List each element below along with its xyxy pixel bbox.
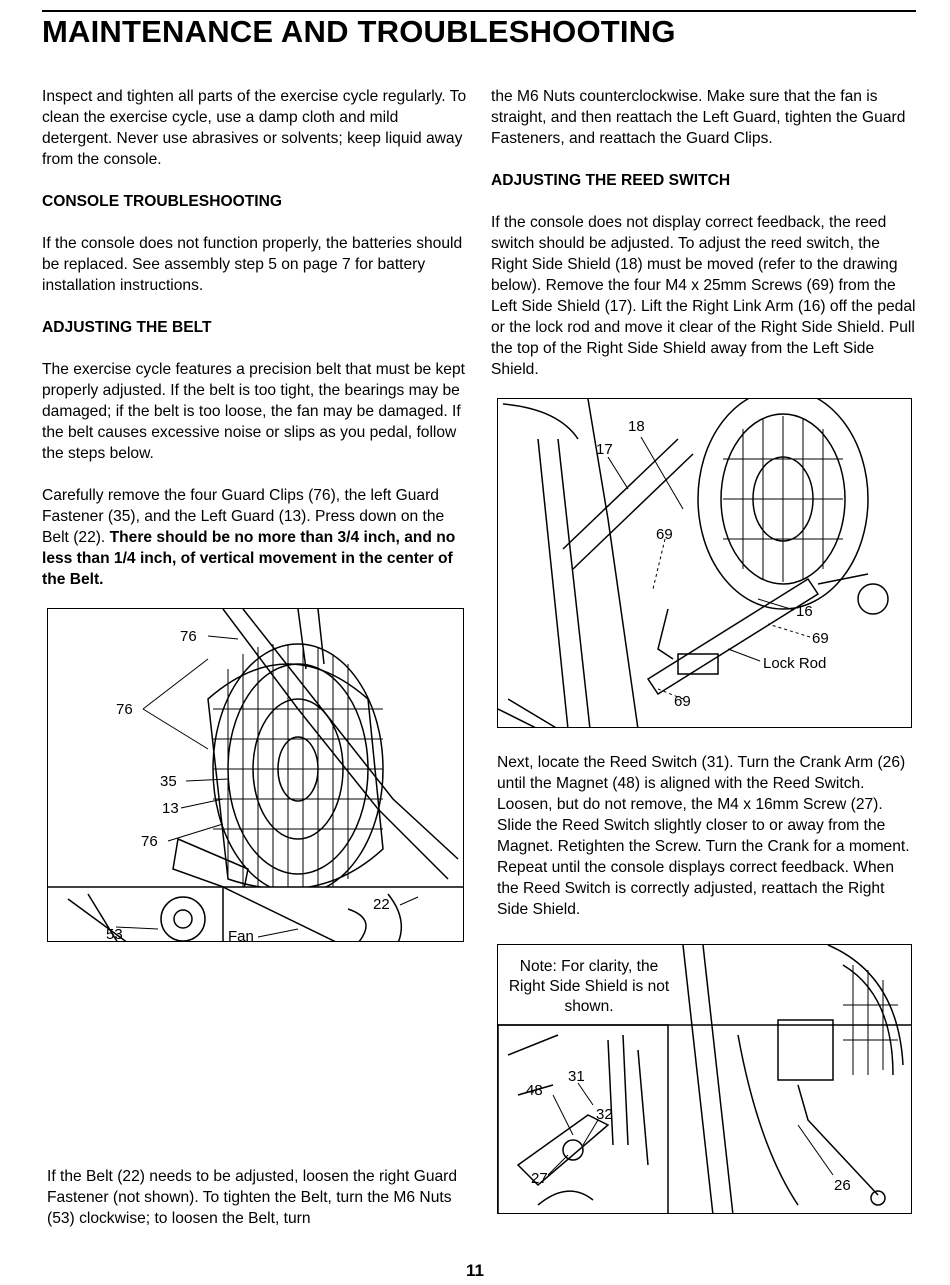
belt-paragraph: The exercise cycle features a precision belt that must be kept properly adjusted. If the belt is too tight, the bearings may be damaged; if the belt is too loose, the fan may be damaged. If the belt causes excessive noise or slips as you pedal, follow the steps below.	[42, 361, 465, 462]
label-76-top: 76	[180, 628, 197, 645]
adjusting-belt-heading: ADJUSTING THE BELT	[42, 319, 212, 336]
label-69-bottom: 69	[674, 693, 691, 710]
label-31: 31	[568, 1068, 585, 1085]
right-column-top	[491, 86, 919, 380]
intro-paragraph: Inspect and tighten all parts of the exercise cycle regularly. To clean the exercise cycle, use a damp cloth and mild detergent. Never use abrasives or solvents; keep liquid away from the console.	[42, 88, 467, 168]
right-column-bottom	[497, 752, 919, 920]
label-lock-rod: Lock Rod	[763, 655, 827, 672]
belt-steps-paragraph	[42, 485, 472, 590]
label-53: 53	[106, 926, 123, 942]
label-fan: Fan	[228, 928, 254, 942]
console-troubleshooting-heading: CONSOLE TROUBLESHOOTING	[42, 193, 282, 210]
belt-figure	[47, 608, 464, 942]
label-26: 26	[834, 1177, 851, 1194]
reed-figure	[497, 944, 912, 1214]
belt-steps-bold-text: There should be no more than 3/4 inch, and no less than 1/4 inch, of vertical movement in the center of the Belt.	[42, 529, 456, 588]
label-48: 48	[526, 1082, 543, 1099]
reed-paragraph: If the console does not display correct feedback, the reed switch should be adjusted. To adjust the reed switch, the Right Side Shield (18) must be moved (refer to the drawing below). Remove the four M4 x 25mm Screws (69) from the Left Side Shield (17). Lift the Right Link Arm (16) off the pedal or the lock rod and move it clear of the Right Side Shield. Pull the top of the Right Side Shield away from the Left Side Shield.	[491, 214, 916, 378]
label-17: 17	[596, 441, 613, 458]
reed-next-paragraph: Next, locate the Reed Switch (31). Turn the Crank Arm (26) until the Magnet (48) is aligned with the Reed Switch. Loosen, but do not remove, the M4 x 16mm Screw (27). Slide the Reed Switch slightly closer to or away from the Magnet. Retighten the Screw. Turn the Crank for a moment. Repeat until the console displays correct feedback. When the Reed Switch is correctly adjusted, reattach the Right Side Shield.	[497, 754, 910, 918]
label-16: 16	[796, 603, 813, 620]
console-paragraph: If the console does not function properly, the batteries should be replaced. See assembly step 5 on page 7 for battery installation instructions.	[42, 235, 463, 294]
label-69-mid: 69	[812, 630, 829, 647]
belt-steps-text: Carefully remove the four Guard Clips (76), the left Guard Fastener (35), and the Left Guard (13). Press down on the Belt (22).	[42, 487, 445, 546]
shield-drawing	[498, 399, 912, 728]
page-title: MAINTENANCE AND TROUBLESHOOTING	[42, 14, 676, 49]
label-13: 13	[162, 800, 179, 817]
label-76-bottom: 76	[141, 833, 158, 850]
top-rule	[42, 10, 916, 12]
label-76-left: 76	[116, 701, 133, 718]
label-27: 27	[531, 1170, 548, 1187]
label-22: 22	[373, 896, 390, 913]
label-18: 18	[628, 418, 645, 435]
page-number: 11	[466, 1261, 484, 1280]
left-column-bottom	[47, 1166, 472, 1229]
belt-adjust-paragraph: If the Belt (22) needs to be adjusted, loosen the right Guard Fastener (not shown). To tighten the Belt, turn the M6 Nuts (53) clockwise; to loosen the Belt, turn	[47, 1168, 458, 1227]
reed-figure-note: Note: For clarity, the Right Side Shield is not shown.	[507, 955, 671, 1019]
shield-figure	[497, 398, 912, 728]
continued-paragraph: the M6 Nuts counterclockwise. Make sure that the fan is straight, and then reattach the Left Guard, tighten the Guard Fasteners, and reattach the Guard Clips.	[491, 88, 906, 147]
left-column-top	[42, 86, 472, 590]
adjusting-reed-switch-heading: ADJUSTING THE REED SWITCH	[491, 172, 731, 189]
label-35: 35	[160, 773, 177, 790]
belt-drawing	[48, 609, 464, 942]
label-69-top: 69	[656, 526, 673, 543]
label-32: 32	[596, 1106, 613, 1123]
